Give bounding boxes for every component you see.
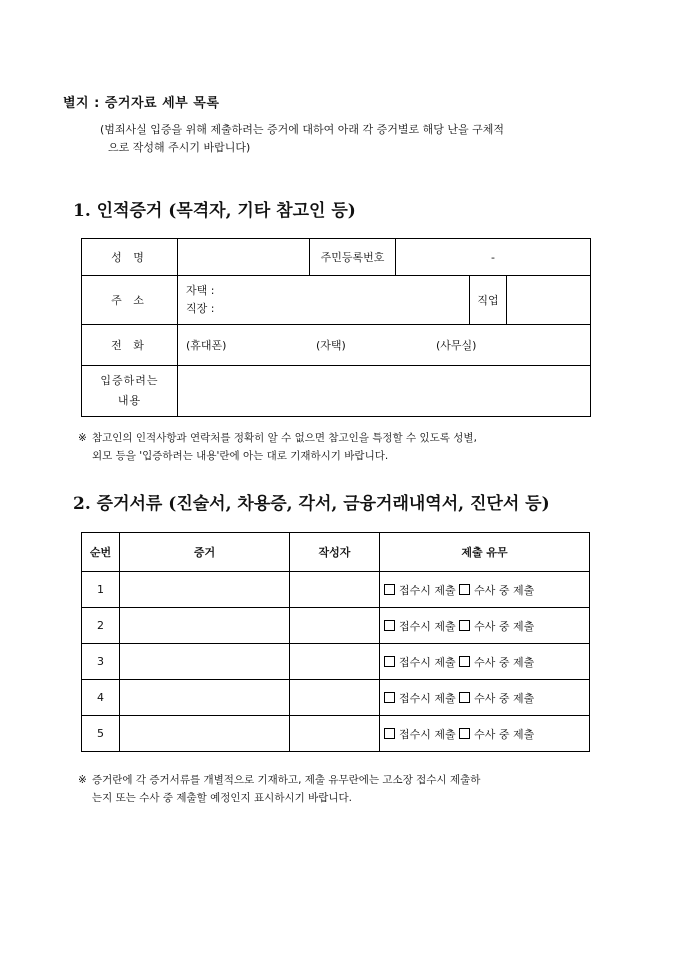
documents-table	[81, 532, 590, 752]
section1-title: 1. 인적증거 (목격자, 기타 참고인 등)	[73, 201, 356, 221]
instruction-line-1: (범죄사실 입증을 위해 제출하려는 증거에 대하여 아래 각 증거별로 해당 난을 구체적	[100, 123, 505, 136]
appendix-instructions	[100, 121, 600, 157]
submission-cell	[380, 608, 590, 644]
evidence-cell[interactable]	[120, 608, 290, 644]
rrn-field[interactable]: -	[396, 239, 591, 276]
checkbox-investigation[interactable]	[459, 656, 470, 667]
section1-note	[78, 429, 603, 465]
submission-cell	[380, 716, 590, 752]
address-field[interactable]	[178, 276, 470, 325]
witness-table	[81, 238, 591, 417]
instruction-line-2: 으로 작성해 주시기 바랍니다)	[108, 141, 251, 154]
evidence-cell[interactable]	[120, 572, 290, 608]
content-field[interactable]	[178, 366, 591, 417]
checkbox-filing[interactable]	[384, 656, 395, 667]
evidence-cell[interactable]	[120, 680, 290, 716]
author-cell[interactable]	[290, 716, 380, 752]
content-label-line-2: 내용	[117, 394, 142, 407]
col-header-submission: 제출 유무	[380, 533, 590, 572]
job-label: 직업	[470, 276, 507, 325]
submission-cell	[380, 680, 590, 716]
option-filing-label: 접수시 제출	[399, 691, 456, 705]
option-investigation-label: 수사 중 제출	[474, 727, 535, 741]
checkbox-filing[interactable]	[384, 692, 395, 703]
option-investigation-label: 수사 중 제출	[474, 655, 535, 669]
phone-field[interactable]	[178, 325, 591, 366]
name-field[interactable]	[178, 239, 310, 276]
table-row	[82, 680, 590, 716]
row-number: 5	[82, 716, 120, 752]
option-filing-label: 접수시 제출	[399, 655, 456, 669]
note-line-2: 는지 또는 수사 중 제출할 예정인지 표시하시기 바랍니다.	[92, 792, 352, 804]
checkbox-filing[interactable]	[384, 620, 395, 631]
section2-note	[78, 771, 603, 807]
table-row	[82, 716, 590, 752]
rrn-label: 주민등록번호	[310, 239, 396, 276]
office-phone-label: (사무실)	[436, 339, 477, 352]
mobile-phone-label: (휴대폰)	[186, 339, 227, 352]
checkbox-investigation[interactable]	[459, 728, 470, 739]
submission-cell	[380, 644, 590, 680]
option-filing-label: 접수시 제출	[399, 583, 456, 597]
checkbox-investigation[interactable]	[459, 584, 470, 595]
name-label: 성 명	[82, 239, 178, 276]
checkbox-filing[interactable]	[384, 728, 395, 739]
option-investigation-label: 수사 중 제출	[474, 583, 535, 597]
col-header-number: 순번	[82, 533, 120, 572]
note-mark: ※	[78, 774, 87, 786]
checkbox-filing[interactable]	[384, 584, 395, 595]
note-mark: ※	[78, 432, 87, 444]
row-number: 1	[82, 572, 120, 608]
evidence-cell[interactable]	[120, 644, 290, 680]
evidence-cell[interactable]	[120, 716, 290, 752]
checkbox-investigation[interactable]	[459, 620, 470, 631]
home-address-label: 자택 :	[186, 284, 215, 297]
row-number: 2	[82, 608, 120, 644]
option-filing-label: 접수시 제출	[399, 619, 456, 633]
section2-title: 2. 증거서류 (진술서, 차용증, 각서, 금융거래내역서, 진단서 등)	[73, 494, 550, 514]
content-label-line-1: 입증하려는	[100, 374, 159, 387]
job-field[interactable]	[507, 276, 591, 325]
author-cell[interactable]	[290, 608, 380, 644]
note-line-1: 증거란에 각 증거서류를 개별적으로 기재하고, 제출 유무란에는 고소장 접수시 제출하	[92, 774, 481, 786]
author-cell[interactable]	[290, 572, 380, 608]
submission-cell	[380, 572, 590, 608]
row-number: 3	[82, 644, 120, 680]
phone-label: 전 화	[82, 325, 178, 366]
option-investigation-label: 수사 중 제출	[474, 691, 535, 705]
home-phone-label: (자택)	[316, 339, 346, 352]
address-label: 주 소	[82, 276, 178, 325]
option-filing-label: 접수시 제출	[399, 727, 456, 741]
note-line-2: 외모 등을 '입증하려는 내용'란에 아는 대로 기재하시기 바랍니다.	[92, 450, 389, 462]
work-address-label: 직장 :	[186, 302, 215, 315]
table-row	[82, 644, 590, 680]
row-number: 4	[82, 680, 120, 716]
col-header-evidence: 증거	[120, 533, 290, 572]
author-cell[interactable]	[290, 680, 380, 716]
checkbox-investigation[interactable]	[459, 692, 470, 703]
col-header-author: 작성자	[290, 533, 380, 572]
appendix-title: 별지 : 증거자료 세부 목록	[63, 96, 220, 111]
note-line-1: 참고인의 인적사항과 연락처를 정확히 알 수 없으면 참고인을 특정할 수 있도록 성별,	[92, 432, 477, 444]
author-cell[interactable]	[290, 644, 380, 680]
table-row	[82, 572, 590, 608]
option-investigation-label: 수사 중 제출	[474, 619, 535, 633]
content-label	[82, 366, 178, 417]
table-row	[82, 608, 590, 644]
